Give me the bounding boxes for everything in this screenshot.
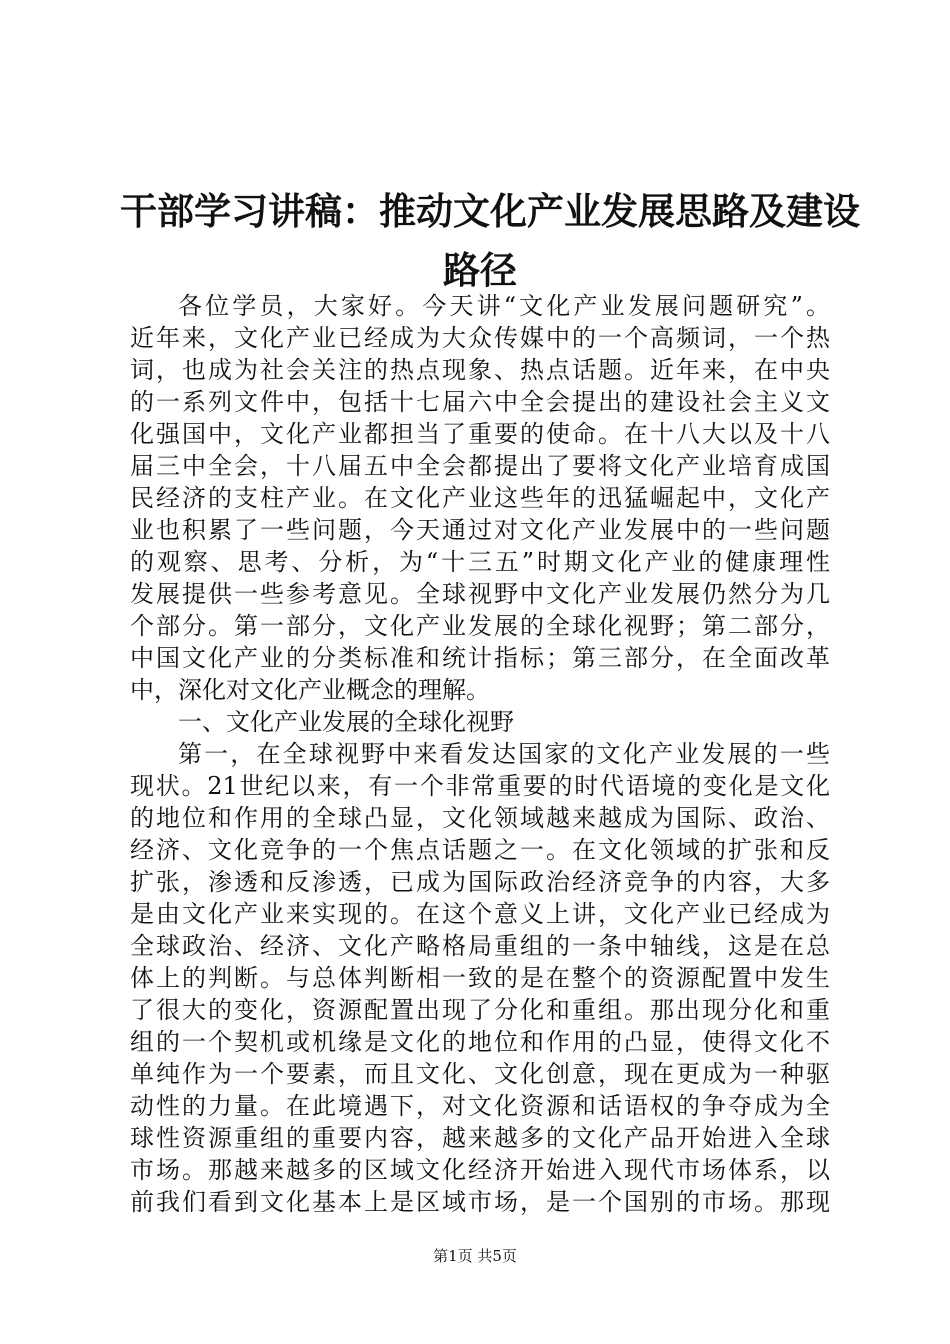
text-line: 的地位和作用的全球凸显，文化领域越来越成为国际、政治、 [130,804,830,832]
text-line: 全球政治、经济、文化产略格局重组的一条中轴线，这是在总 [130,932,830,960]
text-line: 各位学员，大家好。今天讲“文化产业发展问题研究”。 [178,292,830,320]
text-line: 组的一个契机或机缘是文化的地位和作用的凸显，使得文化不 [130,1028,830,1056]
section-heading-text: 一、文化产业发展的全球化视野 [178,708,514,736]
document-title [120,182,860,300]
text-line: 体上的判断。与总体判断相一致的是在整个的资源配置中发生 [130,964,830,992]
text-line: 的观察、思考、分析，为“十三五”时期文化产业的健康理性 [130,548,830,576]
text-line: 届三中全会，十八届五中全会都提出了要将文化产业培育成国 [130,452,830,480]
title-line: 路径 [443,248,517,292]
text-line: 民经济的支柱产业。在文化产业这些年的迅猛崛起中，文化产 [130,484,830,512]
text-line: 中国文化产业的分类标准和统计指标；第三部分，在全面改革 [130,644,830,672]
text-line: 第一，在全球视野中来看发达国家的文化产业发展的一些 [178,740,830,768]
document-body [130,290,830,1218]
paragraph-first-point [130,738,830,1218]
text-line: 动性的力量。在此境遇下，对文化资源和话语权的争夺成为全 [130,1092,830,1120]
text-line: 球性资源重组的重要内容，越来越多的文化产品开始进入全球 [130,1124,830,1152]
text-line: 经济、文化竞争的一个焦点话题之一。在文化领域的扩张和反 [130,836,830,864]
text-line: 前我们看到文化基本上是区域市场，是一个国别的市场。那现 [130,1188,830,1216]
text-line: 化强国中，文化产业都担当了重要的使命。在十八大以及十八 [130,420,830,448]
text-line: 个部分。第一部分，文化产业发展的全球化视野；第二部分， [130,612,830,640]
text-line: 近年来，文化产业已经成为大众传媒中的一个高频词，一个热 [130,324,830,352]
text-line: 扩张，渗透和反渗透，已成为国际政治经济竞争的内容，大多 [130,868,830,896]
text-line: 市场。那越来越多的区域文化经济开始进入现代市场体系，以 [130,1156,830,1184]
text-line: 中，深化对文化产业概念的理解。 [130,676,490,704]
text-line: 是由文化产业来实现的。在这个意义上讲，文化产业已经成为 [130,900,830,928]
text-line: 了很大的变化，资源配置出现了分化和重组。那出现分化和重 [130,996,830,1024]
text-line: 业也积累了一些问题，今天通过对文化产业发展中的一些问题 [130,516,830,544]
text-line: 发展提供一些参考意见。全球视野中文化产业发展仍然分为几 [130,580,830,608]
text-line: 的一系列文件中，包括十七届六中全会提出的建设社会主义文 [130,388,830,416]
paragraph-intro [130,290,830,706]
text-line: 词，也成为社会关注的热点现象、热点话题。近年来，在中央 [130,356,830,384]
section-heading [130,706,830,738]
title-line: 干部学习讲稿：推动文化产业发展思路及建设 [120,189,860,233]
text-line: 单纯作为一个要素，而且文化、文化创意，现在更成为一种驱 [130,1060,830,1088]
text-line: 现状。21世纪以来，有一个非常重要的时代语境的变化是文化 [130,772,830,800]
page-footer: 第1页 共5页 [433,1247,517,1265]
